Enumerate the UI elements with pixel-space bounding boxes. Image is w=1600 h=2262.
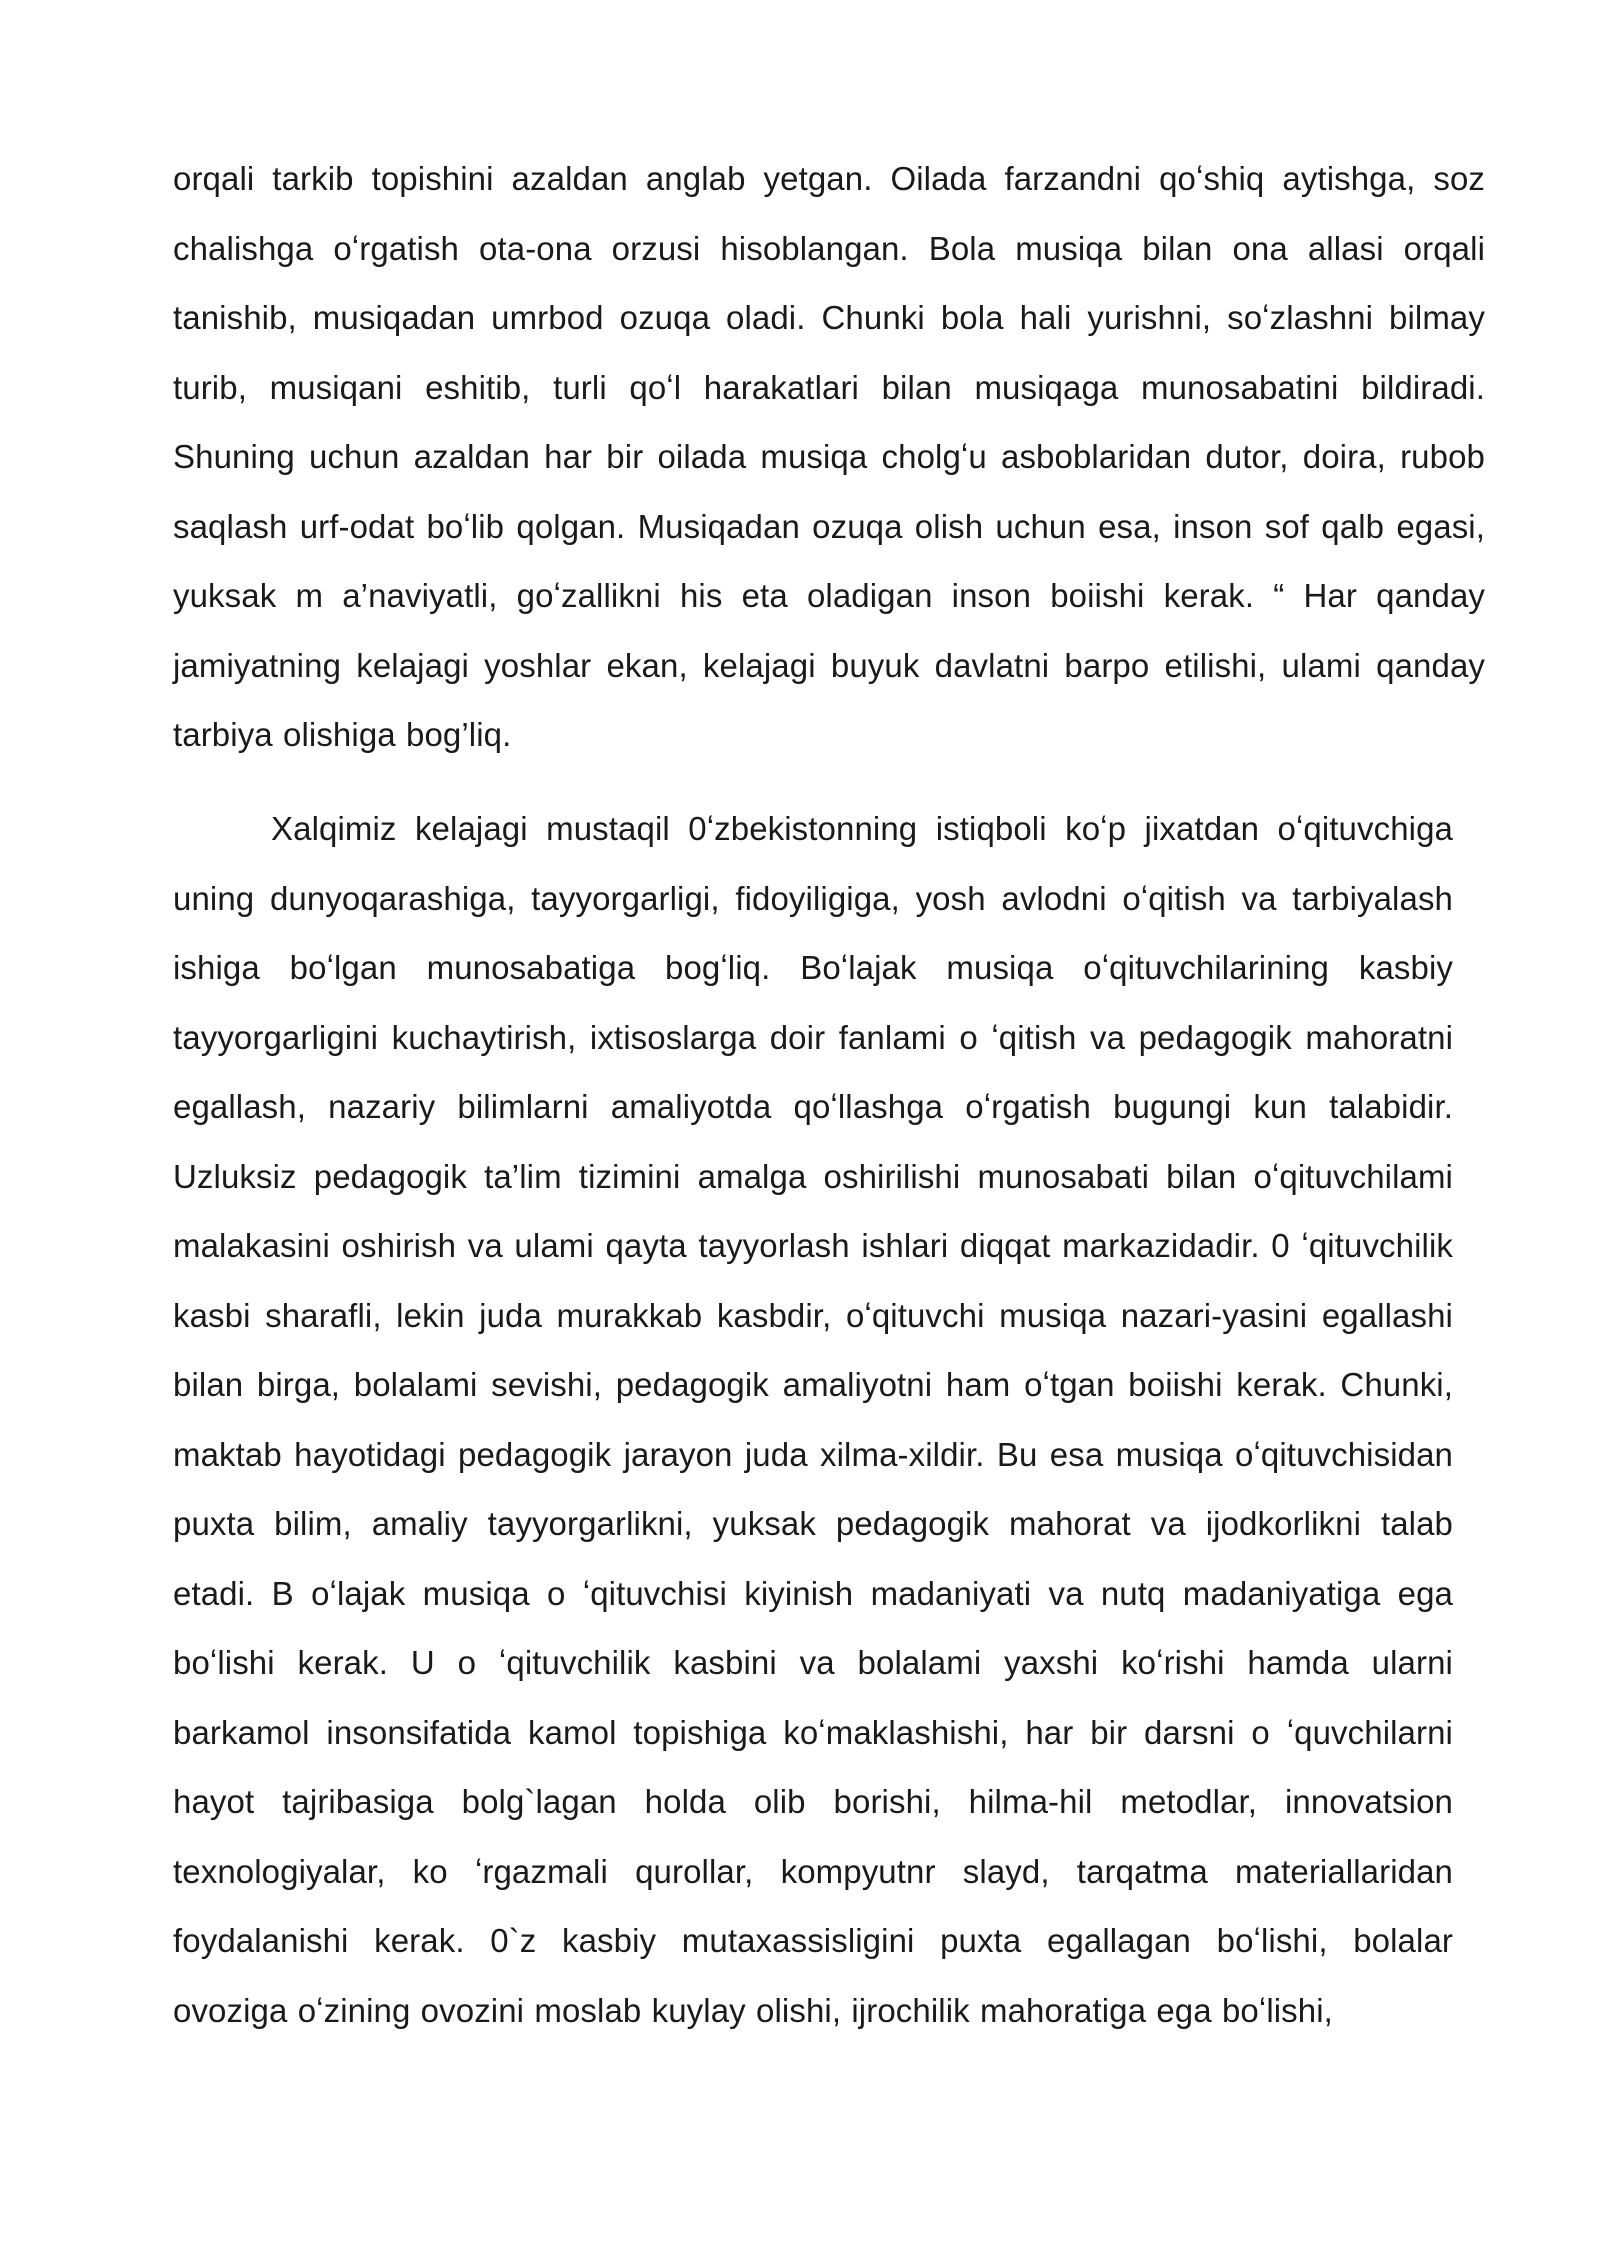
body-paragraph-1: orqali tarkib topishini azaldan anglab yetgan. Oilada farzandni qoʻshiq aytishga, soz chalishga oʻrgatish ota-ona orzusi hisoblangan. Bola musiqa bilan ona allasi orqali tanishib, musiqadan umrbod ozuqa oladi. Chunki bola hali yurishni, soʻzlashni bilmay turib, musiqani eshitib, turli qoʻl harakatlari bilan musiqaga munosabatini bildiradi. Shuning uchun azaldan har bir oilada musiqa cholgʻu asboblaridan dutor, doira, rubob saqlash urf-odat boʻlib qolgan. Musiqadan ozuqa olish uchun esa, inson sof qalb egasi, yuksak m a’naviyatli, goʻzallikni his eta oladigan inson boiishi kerak. “ Har qanday jamiyatning kelajagi yoshlar ekan, kelajagi buyuk davlatni barpo etilishi, ulami qanday tarbiya olishiga bog’liq. [173, 160, 1485, 753]
body-paragraph-2: Xalqimiz kelajagi mustaqil 0ʻzbekistonning istiqboli koʻp jixatdan oʻqituvchiga uning dunyoqarashiga, tayyorgarligi, fidoyiligiga, yosh avlodni oʻqitish va tarbiyalash ishiga boʻlgan munosabatiga bogʻliq. Boʻlajak musiqa oʻqituvchilarining kasbiy tayyorgarligini kuchaytirish, ixtisoslarga doir fanlami o ʻqitish va pedagogik mahoratni egallash, nazariy bilimlarni amaliyotda qoʻllashga oʻrgatish bugungi kun talabidir. Uzluksiz pedagogik ta’lim tizimini amalga oshirilishi munosabati bilan oʻqituvchilami malakasini oshirish va ulami qayta tayyorlash ishlari diqqat markazidadir. 0 ʻqituvchilik kasbi sharafli, lekin juda murakkab kasbdir, oʻqituvchi musiqa nazari-yasini egallashi bilan birga, bolalami sevishi, pedagogik amaliyotni ham oʻtgan boiishi kerak. Chunki, maktab hayotidagi pedagogik jarayon juda xilma-xildir. Bu esa musiqa oʻqituvchisidan puxta bilim, amaliy tayyorgarlikni, yuksak pedagogik mahorat va ijodkorlikni talab etadi. B oʻlajak musiqa o ʻqituvchisi kiyinish madaniyati va nutq madaniyatiga ega boʻlishi kerak. U o ʻqituvchilik kasbini va bolalami yaxshi koʻrishi hamda ularni barkamol insonsifatida kamol topishiga koʻmaklashishi, har bir darsni o ʻquvchilarni hayot tajribasiga bolg`lagan holda olib borishi, hilma-hil metodlar, innovatsion texnologiyalar, ko ʻrgazmali qurollar, kompyutnr slayd, tarqatma materiallaridan foydalanishi kerak. 0`z kasbiy mutaxassisligini puxta egallagan boʻlishi, bolalar ovoziga oʻzining ovozini moslab kuylay olishi, ijrochilik mahoratiga ega boʻlishi, [173, 810, 1453, 2029]
